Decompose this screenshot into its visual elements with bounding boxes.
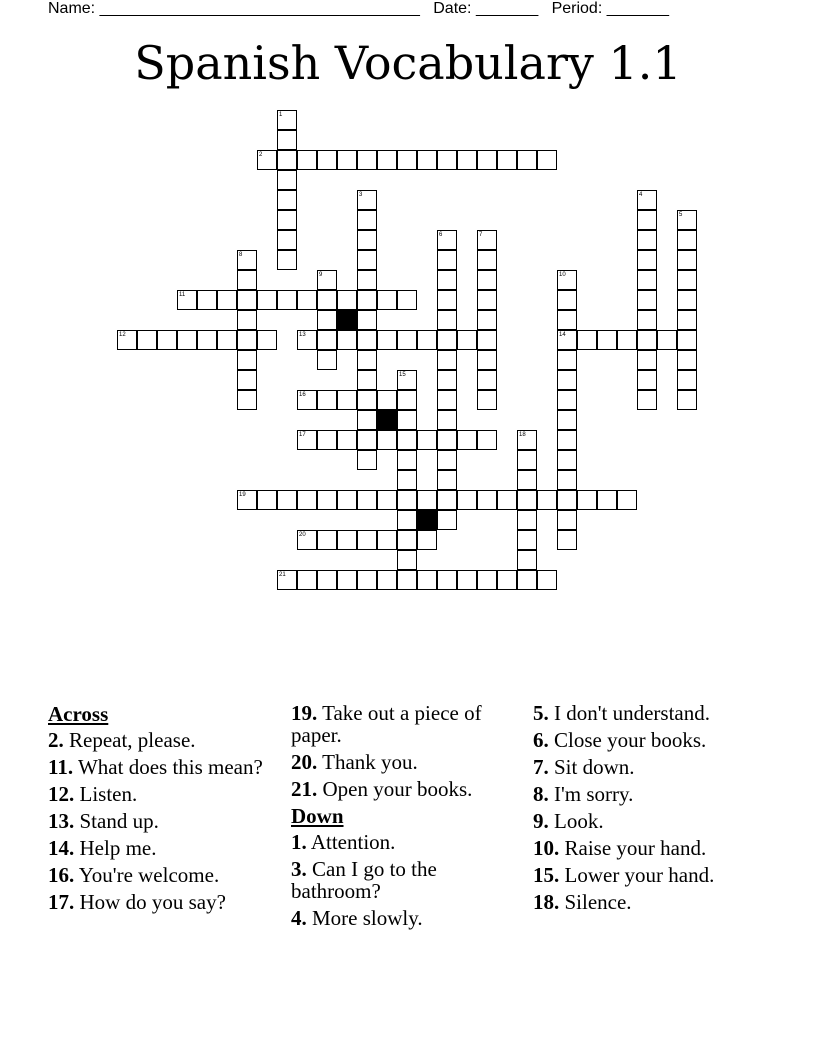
grid-cell[interactable] <box>677 370 697 390</box>
clue-text: Can I go to the bathroom? <box>291 857 437 903</box>
clue-number: 3. <box>291 857 307 881</box>
clue-text: Thank you. <box>322 750 418 774</box>
grid-cell[interactable] <box>317 570 337 590</box>
grid-cell[interactable] <box>357 570 377 590</box>
clue-number: 4. <box>291 906 307 930</box>
clue-number: 19. <box>291 701 318 725</box>
grid-cell[interactable] <box>277 290 297 310</box>
clue-text: Look. <box>554 809 604 833</box>
grid-cell[interactable] <box>417 570 437 590</box>
grid-cell[interactable] <box>497 490 517 510</box>
grid-cell[interactable] <box>297 490 317 510</box>
grid-cell[interactable] <box>337 570 357 590</box>
grid-cell[interactable] <box>357 290 377 310</box>
grid-cell[interactable] <box>317 430 337 450</box>
clue-across-13 <box>48 810 278 832</box>
grid-cell[interactable] <box>277 170 297 190</box>
grid-cell[interactable] <box>237 390 257 410</box>
grid-cell[interactable] <box>437 290 457 310</box>
grid-cell[interactable] <box>517 550 537 570</box>
grid-cell[interactable] <box>397 570 417 590</box>
grid-cell[interactable] <box>517 570 537 590</box>
grid-cell[interactable] <box>237 270 257 290</box>
grid-cell[interactable] <box>357 410 377 430</box>
grid-cell[interactable] <box>477 390 497 410</box>
grid-cell[interactable] <box>257 290 277 310</box>
grid-cell[interactable] <box>317 390 337 410</box>
grid-cell[interactable] <box>477 570 497 590</box>
black-cell <box>377 410 397 430</box>
grid-number: 16 <box>299 392 306 398</box>
grid-cell[interactable] <box>677 390 697 410</box>
clue-across-21 <box>291 778 521 800</box>
grid-cell[interactable] <box>557 470 577 490</box>
grid-cell[interactable] <box>677 330 697 350</box>
grid-cell[interactable] <box>437 490 457 510</box>
grid-number: 7 <box>479 232 483 238</box>
grid-cell[interactable] <box>557 350 577 370</box>
grid-cell[interactable] <box>437 450 457 470</box>
grid-cell[interactable] <box>497 150 517 170</box>
grid-cell[interactable] <box>437 570 457 590</box>
clue-text: Take out a piece of paper. <box>291 701 482 747</box>
grid-cell[interactable] <box>477 350 497 370</box>
grid-cell[interactable] <box>457 490 477 510</box>
grid-cell[interactable] <box>317 150 337 170</box>
grid-cell[interactable] <box>617 490 637 510</box>
grid-cell[interactable] <box>217 290 237 310</box>
clue-number: 18. <box>533 890 560 914</box>
grid-cell[interactable] <box>577 490 597 510</box>
grid-cell[interactable] <box>317 530 337 550</box>
grid-cell[interactable] <box>277 130 297 150</box>
clue-text: Open your books. <box>322 777 473 801</box>
grid-cell[interactable] <box>377 390 397 410</box>
grid-cell[interactable] <box>357 350 377 370</box>
grid-cell[interactable] <box>617 330 637 350</box>
clue-across-14 <box>48 837 278 859</box>
grid-cell[interactable] <box>257 330 277 350</box>
grid-cell[interactable] <box>477 150 497 170</box>
grid-cell[interactable] <box>317 350 337 370</box>
grid-cell[interactable] <box>437 350 457 370</box>
clue-down-9 <box>533 810 773 832</box>
grid-cell[interactable] <box>437 410 457 430</box>
grid-cell[interactable] <box>397 550 417 570</box>
grid-cell[interactable] <box>437 330 457 350</box>
grid-cell[interactable] <box>477 490 497 510</box>
grid-number: 14 <box>559 332 566 338</box>
clue-text: Repeat, please. <box>69 728 196 752</box>
grid-cell[interactable] <box>477 330 497 350</box>
grid-cell[interactable] <box>677 310 697 330</box>
grid-cell[interactable] <box>557 490 577 510</box>
grid-cell[interactable] <box>437 250 457 270</box>
clue-down-7 <box>533 756 773 778</box>
grid-cell[interactable] <box>277 190 297 210</box>
grid-cell[interactable] <box>437 150 457 170</box>
clue-number: 2. <box>48 728 64 752</box>
grid-cell[interactable] <box>337 430 357 450</box>
grid-cell[interactable] <box>637 270 657 290</box>
grid-number: 12 <box>119 332 126 338</box>
grid-cell[interactable] <box>637 370 657 390</box>
grid-cell[interactable] <box>197 290 217 310</box>
grid-cell[interactable] <box>317 290 337 310</box>
clue-text: You're welcome. <box>78 863 220 887</box>
across-heading: Across <box>48 702 109 726</box>
grid-cell[interactable] <box>457 570 477 590</box>
grid-cell[interactable] <box>457 330 477 350</box>
grid-cell[interactable] <box>477 250 497 270</box>
grid-cell[interactable] <box>357 270 377 290</box>
grid-cell[interactable] <box>297 290 317 310</box>
grid-cell[interactable] <box>677 290 697 310</box>
grid-cell[interactable] <box>437 310 457 330</box>
grid-cell[interactable] <box>177 330 197 350</box>
grid-cell[interactable] <box>417 530 437 550</box>
clue-number: 10. <box>533 836 560 860</box>
student-info-line[interactable]: Name: ____________________________________ Date: _______ Period: _______ <box>48 0 669 17</box>
clue-down-8 <box>533 783 773 805</box>
grid-cell[interactable] <box>557 310 577 330</box>
grid-cell[interactable] <box>457 430 477 450</box>
grid-number: 13 <box>299 332 306 338</box>
clue-number: 1. <box>291 830 307 854</box>
grid-number: 10 <box>559 272 566 278</box>
grid-cell[interactable] <box>297 150 317 170</box>
grid-cell[interactable] <box>637 350 657 370</box>
grid-cell[interactable] <box>437 430 457 450</box>
grid-cell[interactable] <box>397 150 417 170</box>
grid-cell[interactable] <box>377 530 397 550</box>
grid-cell[interactable] <box>317 310 337 330</box>
grid-number: 5 <box>679 212 683 218</box>
grid-cell[interactable] <box>357 250 377 270</box>
grid-number: 18 <box>519 432 526 438</box>
grid-cell[interactable] <box>357 530 377 550</box>
grid-cell[interactable] <box>197 330 217 350</box>
grid-cell[interactable] <box>357 230 377 250</box>
grid-cell[interactable] <box>477 430 497 450</box>
grid-cell[interactable] <box>557 290 577 310</box>
grid-cell[interactable] <box>337 290 357 310</box>
grid-cell[interactable] <box>597 330 617 350</box>
grid-cell[interactable] <box>277 250 297 270</box>
grid-cell[interactable] <box>357 150 377 170</box>
grid-cell[interactable] <box>397 390 417 410</box>
clue-number: 8. <box>533 782 549 806</box>
grid-number: 21 <box>279 572 286 578</box>
clue-number: 7. <box>533 755 549 779</box>
grid-cell[interactable] <box>397 330 417 350</box>
grid-cell[interactable] <box>157 330 177 350</box>
grid-cell[interactable] <box>677 270 697 290</box>
grid-cell[interactable] <box>637 210 657 230</box>
clue-text: Silence. <box>564 890 632 914</box>
grid-cell[interactable] <box>317 490 337 510</box>
clue-down-4 <box>291 907 521 929</box>
clue-column-2 <box>291 702 521 934</box>
grid-cell[interactable] <box>357 490 377 510</box>
grid-cell[interactable] <box>357 450 377 470</box>
grid-cell[interactable] <box>377 430 397 450</box>
clue-text: I'm sorry. <box>554 782 634 806</box>
grid-cell[interactable] <box>217 330 237 350</box>
grid-cell[interactable] <box>237 370 257 390</box>
grid-cell[interactable] <box>337 330 357 350</box>
grid-cell[interactable] <box>597 490 617 510</box>
clue-down-10 <box>533 837 773 859</box>
clue-across-17 <box>48 891 278 913</box>
grid-cell[interactable] <box>357 310 377 330</box>
grid-cell[interactable] <box>277 210 297 230</box>
grid-cell[interactable] <box>437 370 457 390</box>
grid-cell[interactable] <box>517 530 537 550</box>
grid-cell[interactable] <box>417 330 437 350</box>
grid-cell[interactable] <box>277 150 297 170</box>
clue-text: Stand up. <box>79 809 159 833</box>
clue-down-5 <box>533 702 773 724</box>
grid-cell[interactable] <box>337 530 357 550</box>
grid-number: 1 <box>279 112 283 118</box>
grid-cell[interactable] <box>517 150 537 170</box>
clue-number: 11. <box>48 755 74 779</box>
clue-text: Sit down. <box>554 755 635 779</box>
grid-cell[interactable] <box>437 270 457 290</box>
clue-number: 20. <box>291 750 318 774</box>
grid-number: 11 <box>179 292 186 298</box>
grid-cell[interactable] <box>397 470 417 490</box>
clue-number: 5. <box>533 701 549 725</box>
grid-number: 4 <box>639 192 643 198</box>
grid-cell[interactable] <box>517 490 537 510</box>
grid-cell[interactable] <box>397 290 417 310</box>
grid-cell[interactable] <box>637 250 657 270</box>
clue-down-3 <box>291 858 521 902</box>
clue-text: More slowly. <box>312 906 423 930</box>
clue-text: Raise your hand. <box>564 836 707 860</box>
grid-cell[interactable] <box>497 570 517 590</box>
grid-cell[interactable] <box>337 490 357 510</box>
grid-cell[interactable] <box>377 290 397 310</box>
clue-text: What does this mean? <box>77 755 263 779</box>
grid-cell[interactable] <box>477 370 497 390</box>
grid-number: 17 <box>299 432 306 438</box>
grid-cell[interactable] <box>397 450 417 470</box>
clue-text: Close your books. <box>554 728 707 752</box>
grid-cell[interactable] <box>377 330 397 350</box>
grid-cell[interactable] <box>277 490 297 510</box>
grid-cell[interactable] <box>517 450 537 470</box>
grid-cell[interactable] <box>577 330 597 350</box>
grid-cell[interactable] <box>317 330 337 350</box>
grid-cell[interactable] <box>237 290 257 310</box>
grid-cell[interactable] <box>377 150 397 170</box>
grid-cell[interactable] <box>397 490 417 510</box>
grid-number: 3 <box>359 192 363 198</box>
clue-text: How do you say? <box>79 890 226 914</box>
grid-cell[interactable] <box>677 250 697 270</box>
grid-cell[interactable] <box>357 390 377 410</box>
grid-cell[interactable] <box>557 530 577 550</box>
clue-across-20 <box>291 751 521 773</box>
grid-cell[interactable] <box>477 310 497 330</box>
clue-down-6 <box>533 729 773 751</box>
grid-cell[interactable] <box>637 290 657 310</box>
grid-cell[interactable] <box>457 150 477 170</box>
clue-number: 6. <box>533 728 549 752</box>
clue-text: I don't understand. <box>554 701 711 725</box>
grid-cell[interactable] <box>677 350 697 370</box>
grid-number: 8 <box>239 252 243 258</box>
grid-cell[interactable] <box>237 310 257 330</box>
grid-cell[interactable] <box>557 430 577 450</box>
grid-number: 6 <box>439 232 443 238</box>
grid-cell[interactable] <box>357 210 377 230</box>
grid-cell[interactable] <box>657 330 677 350</box>
page-title: Spanish Vocabulary 1.1 <box>134 36 682 90</box>
grid-cell[interactable] <box>237 350 257 370</box>
clue-number: 13. <box>48 809 75 833</box>
clue-down-1 <box>291 831 521 853</box>
grid-cell[interactable] <box>557 390 577 410</box>
grid-cell[interactable] <box>557 370 577 390</box>
grid-cell[interactable] <box>637 310 657 330</box>
grid-cell[interactable] <box>437 510 457 530</box>
grid-cell[interactable] <box>377 490 397 510</box>
black-cell <box>417 510 437 530</box>
grid-number: 9 <box>319 272 323 278</box>
clue-number: 16. <box>48 863 75 887</box>
grid-cell[interactable] <box>417 490 437 510</box>
grid-cell[interactable] <box>357 430 377 450</box>
grid-cell[interactable] <box>537 150 557 170</box>
grid-cell[interactable] <box>557 450 577 470</box>
clue-number: 21. <box>291 777 318 801</box>
grid-cell[interactable] <box>417 150 437 170</box>
grid-cell[interactable] <box>637 330 657 350</box>
clue-text: Listen. <box>79 782 138 806</box>
grid-number: 2 <box>259 152 263 158</box>
grid-cell[interactable] <box>397 430 417 450</box>
grid-cell[interactable] <box>137 330 157 350</box>
clue-across-12 <box>48 783 278 805</box>
grid-cell[interactable] <box>397 510 417 530</box>
clue-number: 17. <box>48 890 75 914</box>
grid-cell[interactable] <box>437 470 457 490</box>
clue-number: 12. <box>48 782 75 806</box>
grid-cell[interactable] <box>257 490 277 510</box>
grid-cell[interactable] <box>377 570 397 590</box>
clue-across-19 <box>291 702 521 746</box>
grid-cell[interactable] <box>237 330 257 350</box>
grid-cell[interactable] <box>537 490 557 510</box>
grid-cell[interactable] <box>537 570 557 590</box>
black-cell <box>337 310 357 330</box>
grid-cell[interactable] <box>637 390 657 410</box>
grid-cell[interactable] <box>437 390 457 410</box>
clue-down-15 <box>533 864 773 886</box>
grid-number: 19 <box>239 492 246 498</box>
clue-across-11 <box>48 756 278 778</box>
clue-down-18 <box>533 891 773 913</box>
clue-across-16 <box>48 864 278 886</box>
grid-cell[interactable] <box>477 270 497 290</box>
grid-cell[interactable] <box>337 150 357 170</box>
grid-cell[interactable] <box>557 510 577 530</box>
grid-cell[interactable] <box>477 290 497 310</box>
grid-cell[interactable] <box>397 410 417 430</box>
grid-cell[interactable] <box>357 370 377 390</box>
clue-column-3 <box>533 702 773 918</box>
grid-cell[interactable] <box>637 230 657 250</box>
grid-cell[interactable] <box>277 230 297 250</box>
grid-cell[interactable] <box>337 390 357 410</box>
grid-cell[interactable] <box>297 570 317 590</box>
clue-number: 14. <box>48 836 75 860</box>
clue-text: Lower your hand. <box>564 863 715 887</box>
grid-cell[interactable] <box>357 330 377 350</box>
grid-number: 20 <box>299 532 306 538</box>
grid-cell[interactable] <box>557 410 577 430</box>
clue-number: 15. <box>533 863 560 887</box>
clue-text: Attention. <box>310 830 396 854</box>
grid-cell[interactable] <box>517 470 537 490</box>
grid-number: 15 <box>399 372 406 378</box>
grid-cell[interactable] <box>397 530 417 550</box>
grid-cell[interactable] <box>677 230 697 250</box>
grid-cell[interactable] <box>517 510 537 530</box>
down-heading: Down <box>291 804 344 828</box>
clue-number: 9. <box>533 809 549 833</box>
grid-cell[interactable] <box>417 430 437 450</box>
clue-text: Help me. <box>79 836 157 860</box>
clue-across-2 <box>48 729 278 751</box>
clue-column-1 <box>48 702 278 918</box>
